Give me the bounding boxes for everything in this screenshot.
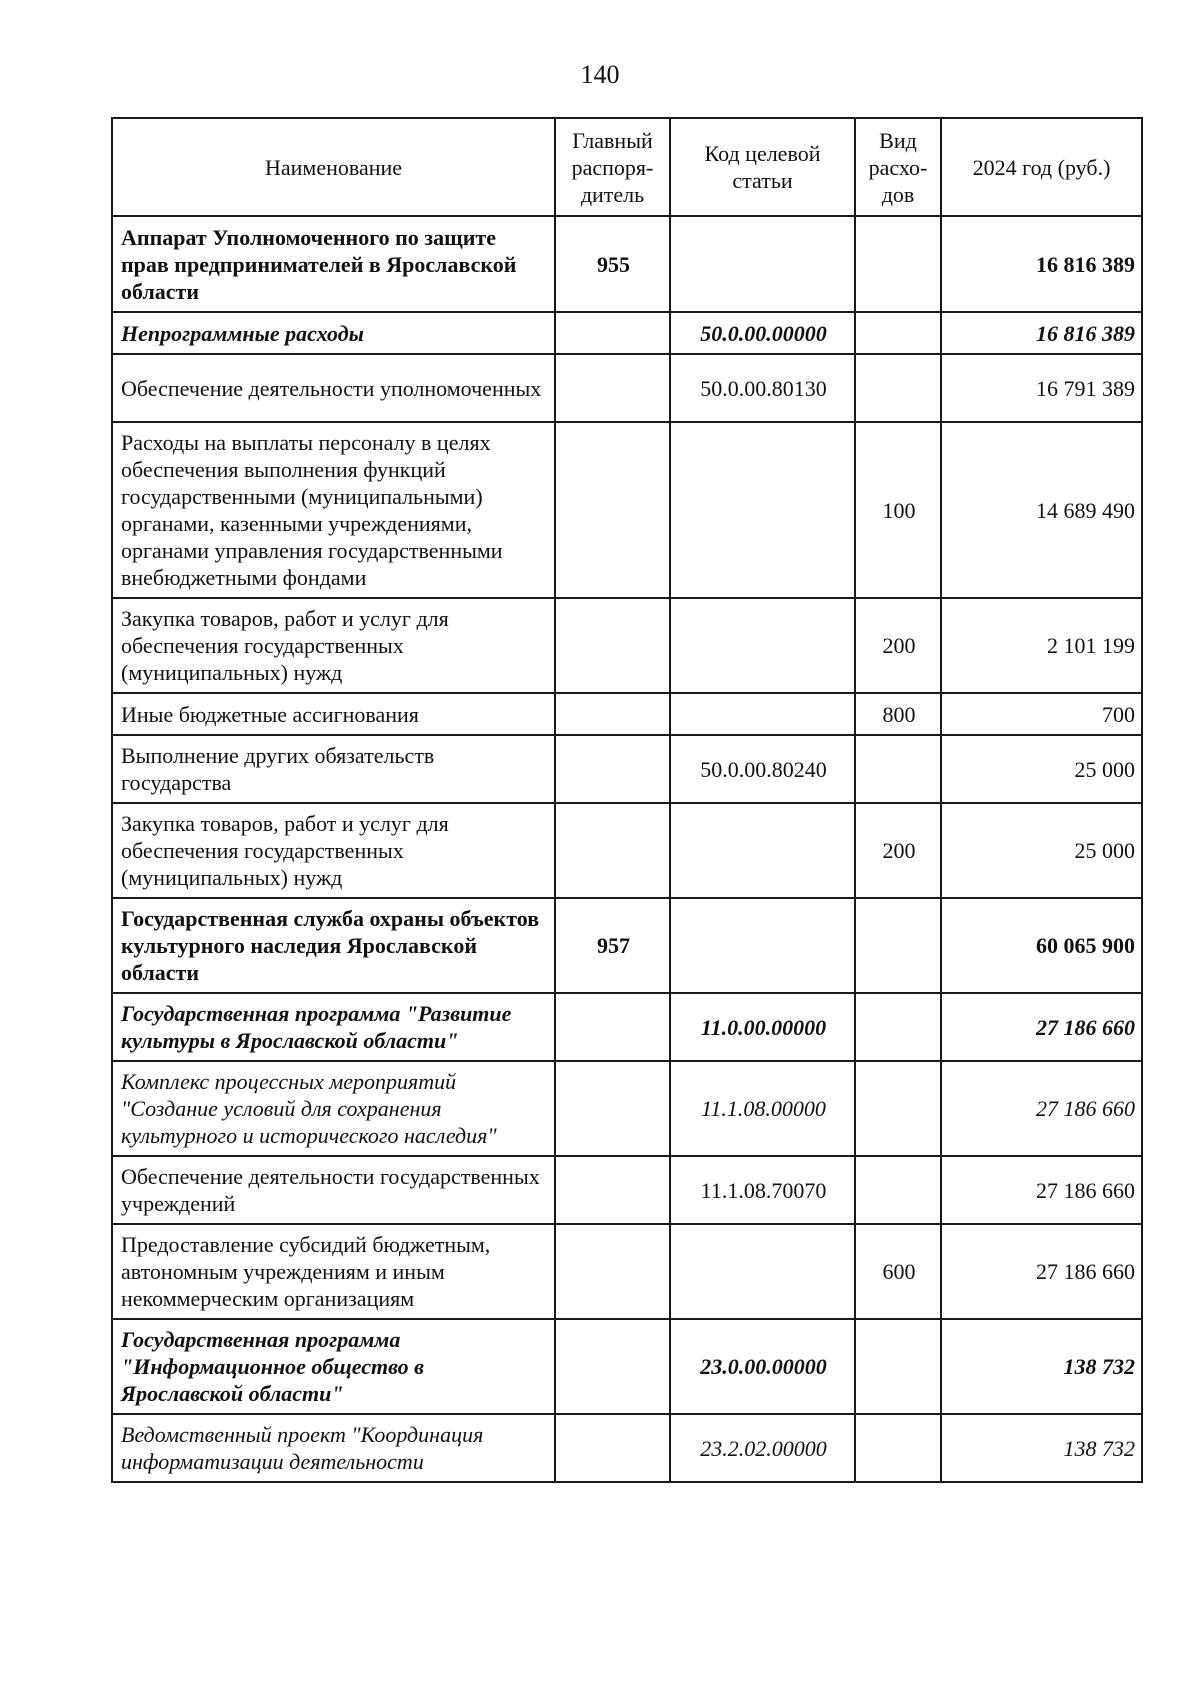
header-code: Код целевой статьи (670, 118, 855, 216)
cell-amount: 27 186 660 (941, 1224, 1142, 1319)
table-row (112, 1224, 1142, 1319)
cell-name: Государственная программа "Информационное общество в Ярославской области" (112, 1319, 555, 1414)
table-row (112, 993, 1142, 1061)
cell-type (855, 898, 941, 993)
cell-name: Аппарат Уполномоченного по защите прав предпринимателей в Ярославской области (112, 216, 555, 312)
cell-admin (555, 354, 670, 422)
header-amount: 2024 год (руб.) (941, 118, 1142, 216)
cell-name: Иные бюджетные ассигнования (112, 693, 555, 735)
cell-admin (555, 422, 670, 598)
cell-amount: 16 816 389 (941, 216, 1142, 312)
cell-type (855, 1061, 941, 1156)
cell-name: Расходы на выплаты персоналу в целях обеспечения выполнения функций государственными (муниципальными) органами, казенными учреждениями, органами управления государственными внебюджетными фондами (112, 422, 555, 598)
cell-admin (555, 1224, 670, 1319)
cell-type (855, 312, 941, 354)
cell-type (855, 1319, 941, 1414)
cell-admin (555, 1156, 670, 1224)
cell-code: 50.0.00.80130 (670, 354, 855, 422)
cell-code: 11.1.08.70070 (670, 1156, 855, 1224)
cell-type: 200 (855, 803, 941, 898)
cell-name: Комплекс процессных мероприятий "Создание условий для сохранения культурного и исторического наследия" (112, 1061, 555, 1156)
cell-amount: 25 000 (941, 735, 1142, 803)
cell-amount: 16 816 389 (941, 312, 1142, 354)
cell-code (670, 422, 855, 598)
table-row (112, 598, 1142, 693)
cell-name: Выполнение других обязательств государства (112, 735, 555, 803)
budget-table (111, 117, 1143, 1483)
cell-name: Предоставление субсидий бюджетным, автономным учреждениям и иным некоммерческим организациям (112, 1224, 555, 1319)
table-row (112, 1319, 1142, 1414)
cell-amount: 27 186 660 (941, 1156, 1142, 1224)
cell-admin: 957 (555, 898, 670, 993)
cell-code (670, 1224, 855, 1319)
table-row (112, 422, 1142, 598)
cell-type: 200 (855, 598, 941, 693)
cell-code: 11.0.00.00000 (670, 993, 855, 1061)
cell-name: Государственная служба охраны объектов культурного наследия Ярославской области (112, 898, 555, 993)
table-row (112, 1414, 1142, 1482)
table-row (112, 735, 1142, 803)
cell-type (855, 735, 941, 803)
cell-name: Обеспечение деятельности государственных учреждений (112, 1156, 555, 1224)
cell-admin (555, 993, 670, 1061)
cell-name: Обеспечение деятельности уполномоченных (112, 354, 555, 422)
cell-admin (555, 1414, 670, 1482)
cell-amount: 2 101 199 (941, 598, 1142, 693)
table-row (112, 803, 1142, 898)
cell-admin (555, 803, 670, 898)
cell-amount: 16 791 389 (941, 354, 1142, 422)
header-type: Вид расхо-дов (855, 118, 941, 216)
cell-code: 23.0.00.00000 (670, 1319, 855, 1414)
cell-name: Государственная программа "Развитие культуры в Ярославской области" (112, 993, 555, 1061)
cell-type (855, 993, 941, 1061)
cell-code: 50.0.00.80240 (670, 735, 855, 803)
cell-code: 50.0.00.00000 (670, 312, 855, 354)
cell-amount: 138 732 (941, 1414, 1142, 1482)
table-row (112, 693, 1142, 735)
cell-admin (555, 1061, 670, 1156)
cell-admin (555, 312, 670, 354)
cell-name: Закупка товаров, работ и услуг для обеспечения государственных (муниципальных) нужд (112, 803, 555, 898)
cell-type (855, 216, 941, 312)
cell-admin (555, 693, 670, 735)
cell-code: 23.2.02.00000 (670, 1414, 855, 1482)
table-row (112, 312, 1142, 354)
cell-amount: 25 000 (941, 803, 1142, 898)
cell-code (670, 803, 855, 898)
table-header-row (112, 118, 1142, 216)
cell-amount: 138 732 (941, 1319, 1142, 1414)
table-row (112, 1061, 1142, 1156)
cell-code (670, 898, 855, 993)
header-admin: Главный распоря-дитель (555, 118, 670, 216)
cell-type (855, 1156, 941, 1224)
cell-admin: 955 (555, 216, 670, 312)
table-row (112, 354, 1142, 422)
page-number: 140 (580, 60, 620, 89)
cell-admin (555, 1319, 670, 1414)
cell-type: 800 (855, 693, 941, 735)
cell-type (855, 354, 941, 422)
table-row (112, 1156, 1142, 1224)
table-row (112, 898, 1142, 993)
cell-name: Ведомственный проект "Координация информатизации деятельности (112, 1414, 555, 1482)
cell-type: 600 (855, 1224, 941, 1319)
cell-name: Непрограммные расходы (112, 312, 555, 354)
cell-amount: 60 065 900 (941, 898, 1142, 993)
cell-amount: 700 (941, 693, 1142, 735)
cell-type: 100 (855, 422, 941, 598)
cell-admin (555, 598, 670, 693)
cell-code (670, 216, 855, 312)
header-name: Наименование (112, 118, 555, 216)
cell-type (855, 1414, 941, 1482)
cell-name: Закупка товаров, работ и услуг для обеспечения государственных (муниципальных) нужд (112, 598, 555, 693)
table-row (112, 216, 1142, 312)
cell-code: 11.1.08.00000 (670, 1061, 855, 1156)
cell-amount: 27 186 660 (941, 1061, 1142, 1156)
cell-amount: 27 186 660 (941, 993, 1142, 1061)
table-body (112, 216, 1142, 1482)
cell-code (670, 693, 855, 735)
cell-admin (555, 735, 670, 803)
cell-amount: 14 689 490 (941, 422, 1142, 598)
cell-code (670, 598, 855, 693)
